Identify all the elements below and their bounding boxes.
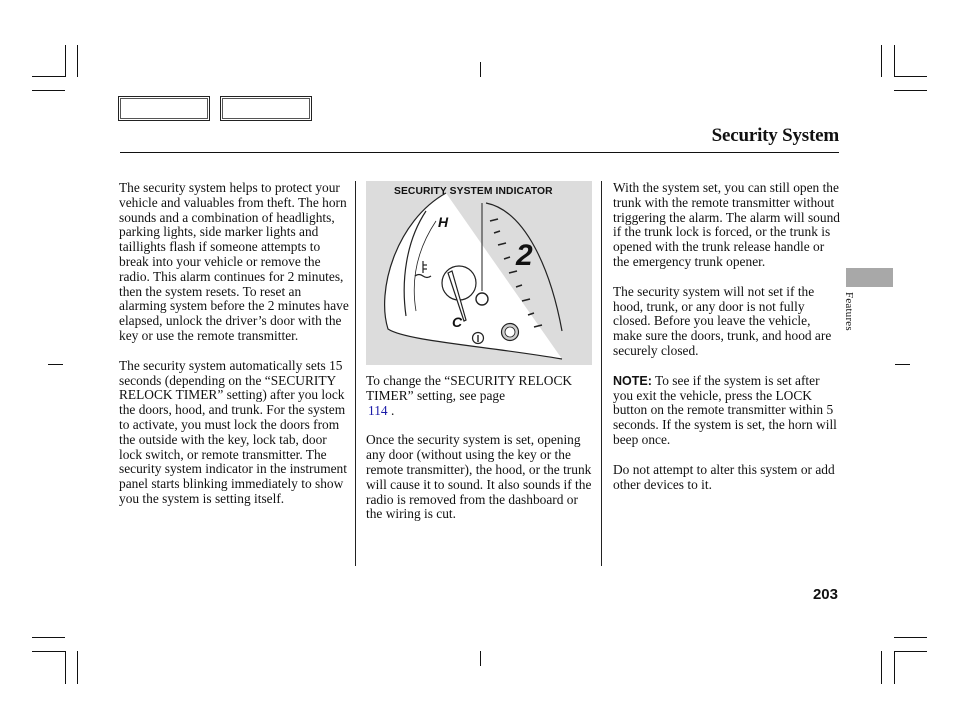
crop-mark: [894, 45, 895, 77]
header-rule: [120, 152, 839, 153]
relock-text: To change the “SECURITY RELOCK TIMER” setting, see page: [366, 373, 573, 403]
crop-mark: [894, 637, 927, 638]
security-indicator-light: [476, 293, 488, 305]
figure-caption: SECURITY SYSTEM INDICATOR: [394, 186, 553, 197]
security-indicator-figure: [366, 181, 592, 365]
crop-mark: [881, 45, 882, 77]
column-divider: [601, 181, 602, 566]
paragraph: With the system set, you can still open the trunk with the remote transmitter without triggering the alarm. The alarm will sound if the trunk lock is forced, or the trunk is opened with the trunk release handle or the emergency trunk opener.: [613, 180, 840, 269]
crop-mark: [894, 651, 895, 684]
crop-mark: [895, 364, 910, 365]
paragraph: Once the security system is set, opening any door (without using the key or the remote transmitter), the hood, or the trunk will cause it to sound. It also sounds if the radio is removed from the dashboard or the wiring is cut.: [366, 432, 592, 522]
crop-mark: [894, 90, 927, 91]
crop-mark: [480, 62, 481, 77]
nav-button-next[interactable]: [220, 96, 312, 121]
paragraph: The security system helps to protect your vehicle and valuables from theft. The horn sounds and a combination of headlights, parking lights, side marker lights and taillights flash if someone attempts to break into your vehicle or remove the radio. This alarm continues for 2 minutes, then the system resets. To reset an alarming system before the 2 minutes have elapsed, unlock the driver’s door with the key or use the remote transmitter.: [119, 180, 349, 343]
crop-mark: [77, 45, 78, 77]
note-paragraph: [613, 374, 841, 448]
section-tab-label: Features: [843, 292, 855, 331]
temp-hot-label: H: [438, 214, 449, 230]
crop-mark: [32, 651, 65, 652]
relock-end: .: [387, 402, 395, 418]
instrument-panel-illustration: [366, 181, 592, 365]
crop-mark: [881, 651, 882, 684]
crop-mark: [65, 651, 66, 684]
section-tab[interactable]: [846, 268, 893, 287]
crop-mark: [32, 76, 65, 77]
paragraph: Do not attempt to alter this system or add other devices to it.: [613, 461, 835, 492]
crop-mark: [65, 45, 66, 77]
crop-mark: [77, 651, 78, 684]
crop-mark: [894, 76, 927, 77]
column-right: [613, 181, 841, 507]
column-left: [119, 181, 351, 522]
note-text: To see if the system is set after you exit the vehicle, press the LOCK button on the remote transmitter within 5 seconds. If the system is set, the horn will beep once.: [613, 372, 837, 447]
column-divider: [355, 181, 356, 566]
page-number: 203: [812, 586, 838, 603]
paragraph: [366, 374, 592, 418]
temp-cold-label: C: [452, 314, 463, 330]
crop-mark: [48, 364, 63, 365]
speed-digit: 2: [516, 239, 533, 272]
nav-button-previous[interactable]: [118, 96, 210, 121]
note-label: NOTE:: [613, 373, 652, 388]
crop-mark: [480, 651, 481, 666]
page-link[interactable]: 114: [368, 402, 388, 418]
column-middle: [366, 374, 592, 537]
crop-mark: [32, 90, 65, 91]
crop-mark: [894, 651, 927, 652]
page-title: Security System: [711, 125, 839, 146]
crop-mark: [32, 637, 65, 638]
paragraph: The security system automatically sets 15 seconds (depending on the “SECURITY RELOCK TIMER” setting) after you lock the doors, hood, and trunk. For the system to activate, you must lock the doors from the outside with the key, lock tab, door lock switch, or remote transmitter. The security system indicator in the instrument panel starts blinking immediately to show you the system is setting itself.: [119, 357, 347, 506]
paragraph: The security system will not set if the hood, trunk, or any door is not fully closed. Before you leave the vehicle, make sure the doors, trunk, and hood are securely closed.: [613, 283, 832, 358]
